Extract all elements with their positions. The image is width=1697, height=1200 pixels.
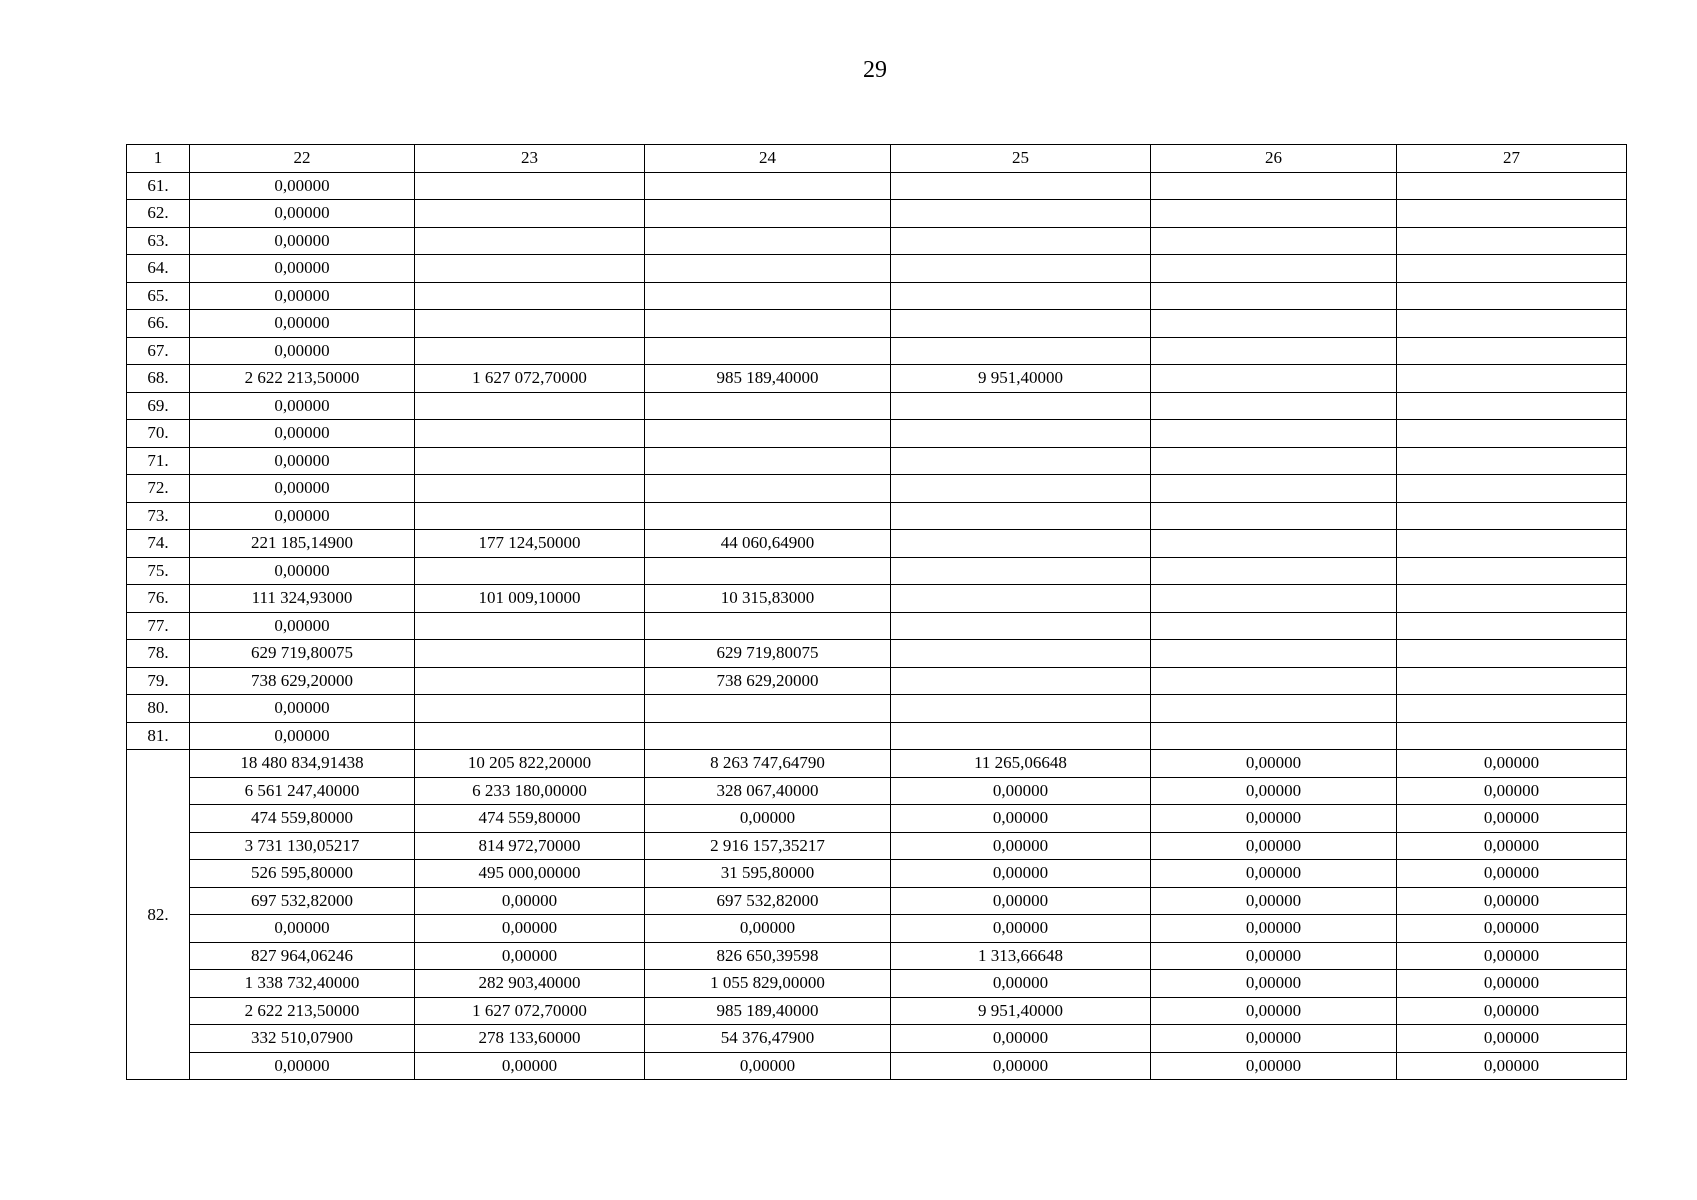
row-number-cell: 64. bbox=[127, 255, 190, 283]
table-cell bbox=[1397, 172, 1627, 200]
table-cell bbox=[1397, 640, 1627, 668]
table-cell: 738 629,20000 bbox=[190, 667, 415, 695]
table-cell bbox=[415, 612, 645, 640]
table-cell: 526 595,80000 bbox=[190, 860, 415, 888]
table-cell: 0,00000 bbox=[645, 1052, 891, 1080]
table-row bbox=[127, 695, 1627, 723]
table-cell: 0,00000 bbox=[190, 695, 415, 723]
table-cell bbox=[645, 447, 891, 475]
table-row bbox=[127, 777, 1627, 805]
table-cell bbox=[415, 310, 645, 338]
table-cell bbox=[891, 310, 1151, 338]
table-cell: 0,00000 bbox=[645, 805, 891, 833]
table-cell: 282 903,40000 bbox=[415, 970, 645, 998]
table-cell: 0,00000 bbox=[1397, 860, 1627, 888]
table-cell: 0,00000 bbox=[1151, 860, 1397, 888]
table-cell bbox=[891, 200, 1151, 228]
table-cell bbox=[891, 447, 1151, 475]
table-cell bbox=[891, 502, 1151, 530]
table-row bbox=[127, 970, 1627, 998]
row-number-cell: 68. bbox=[127, 365, 190, 393]
table-cell: 10 205 822,20000 bbox=[415, 750, 645, 778]
row-number-cell: 77. bbox=[127, 612, 190, 640]
table-row bbox=[127, 420, 1627, 448]
data-table bbox=[126, 144, 1627, 1080]
table-cell bbox=[1151, 200, 1397, 228]
table-cell: 474 559,80000 bbox=[190, 805, 415, 833]
table-row bbox=[127, 365, 1627, 393]
table-cell: 9 951,40000 bbox=[891, 365, 1151, 393]
table-row bbox=[127, 585, 1627, 613]
table-cell: 1 313,66648 bbox=[891, 942, 1151, 970]
table-cell: 0,00000 bbox=[190, 447, 415, 475]
table-row bbox=[127, 172, 1627, 200]
row-number-cell: 61. bbox=[127, 172, 190, 200]
table-cell bbox=[1397, 612, 1627, 640]
table-cell: 9 951,40000 bbox=[891, 997, 1151, 1025]
table-row bbox=[127, 337, 1627, 365]
table-row bbox=[127, 860, 1627, 888]
table-row bbox=[127, 640, 1627, 668]
table-cell bbox=[645, 282, 891, 310]
table-cell bbox=[891, 255, 1151, 283]
table-cell: 0,00000 bbox=[1397, 942, 1627, 970]
column-header: 27 bbox=[1397, 145, 1627, 173]
table-row bbox=[127, 915, 1627, 943]
row-number-cell: 80. bbox=[127, 695, 190, 723]
table-row bbox=[127, 667, 1627, 695]
table-cell: 629 719,80075 bbox=[190, 640, 415, 668]
table-cell: 328 067,40000 bbox=[645, 777, 891, 805]
table-cell: 0,00000 bbox=[1397, 750, 1627, 778]
table-cell bbox=[891, 585, 1151, 613]
table-cell bbox=[1397, 420, 1627, 448]
table-cell: 0,00000 bbox=[1151, 942, 1397, 970]
table-cell bbox=[1397, 585, 1627, 613]
table-cell bbox=[891, 172, 1151, 200]
table-cell bbox=[415, 255, 645, 283]
table-row bbox=[127, 502, 1627, 530]
table-cell bbox=[1151, 557, 1397, 585]
table-cell bbox=[415, 200, 645, 228]
table-cell: 814 972,70000 bbox=[415, 832, 645, 860]
table-cell bbox=[1397, 530, 1627, 558]
table-cell: 0,00000 bbox=[891, 887, 1151, 915]
table-cell bbox=[1397, 365, 1627, 393]
table-cell bbox=[415, 667, 645, 695]
table-cell bbox=[1151, 502, 1397, 530]
table-cell: 0,00000 bbox=[1151, 1025, 1397, 1053]
table-cell bbox=[1151, 585, 1397, 613]
table-row bbox=[127, 942, 1627, 970]
table-cell: 0,00000 bbox=[1151, 832, 1397, 860]
table-cell: 0,00000 bbox=[1397, 997, 1627, 1025]
table-cell: 0,00000 bbox=[891, 832, 1151, 860]
table-row bbox=[127, 997, 1627, 1025]
table-cell bbox=[1151, 475, 1397, 503]
row-number-cell: 76. bbox=[127, 585, 190, 613]
table-cell: 2 622 213,50000 bbox=[190, 365, 415, 393]
table-cell bbox=[891, 557, 1151, 585]
column-header: 24 bbox=[645, 145, 891, 173]
row-number-cell: 79. bbox=[127, 667, 190, 695]
table-cell bbox=[645, 612, 891, 640]
table-row bbox=[127, 832, 1627, 860]
table-cell bbox=[1397, 227, 1627, 255]
table-cell: 0,00000 bbox=[190, 337, 415, 365]
table-row bbox=[127, 255, 1627, 283]
row-number-cell: 63. bbox=[127, 227, 190, 255]
table-cell: 0,00000 bbox=[1151, 777, 1397, 805]
table-cell: 0,00000 bbox=[1151, 997, 1397, 1025]
table-row bbox=[127, 887, 1627, 915]
row-number-cell: 81. bbox=[127, 722, 190, 750]
column-header: 23 bbox=[415, 145, 645, 173]
table-cell: 0,00000 bbox=[190, 227, 415, 255]
table-cell bbox=[891, 640, 1151, 668]
table-cell: 0,00000 bbox=[190, 557, 415, 585]
table-cell bbox=[415, 172, 645, 200]
table-cell bbox=[891, 612, 1151, 640]
table-cell bbox=[891, 392, 1151, 420]
row-number-cell: 82. bbox=[127, 750, 190, 1080]
table-cell bbox=[891, 722, 1151, 750]
table-row bbox=[127, 200, 1627, 228]
table-cell bbox=[645, 200, 891, 228]
table-cell bbox=[891, 337, 1151, 365]
table-cell: 0,00000 bbox=[1151, 915, 1397, 943]
table-cell: 0,00000 bbox=[190, 475, 415, 503]
table-cell: 0,00000 bbox=[891, 860, 1151, 888]
table-cell: 6 561 247,40000 bbox=[190, 777, 415, 805]
column-header: 1 bbox=[127, 145, 190, 173]
table-cell: 0,00000 bbox=[1151, 750, 1397, 778]
table-cell bbox=[1151, 612, 1397, 640]
table-row bbox=[127, 722, 1627, 750]
table-cell: 8 263 747,64790 bbox=[645, 750, 891, 778]
table-row bbox=[127, 750, 1627, 778]
table-cell bbox=[1397, 310, 1627, 338]
table-cell: 278 133,60000 bbox=[415, 1025, 645, 1053]
table-cell: 985 189,40000 bbox=[645, 997, 891, 1025]
row-number-cell: 72. bbox=[127, 475, 190, 503]
table-cell bbox=[1397, 337, 1627, 365]
table-cell: 0,00000 bbox=[1397, 915, 1627, 943]
table-cell bbox=[1397, 447, 1627, 475]
table-cell bbox=[1397, 475, 1627, 503]
table-cell bbox=[645, 475, 891, 503]
table-cell: 0,00000 bbox=[415, 887, 645, 915]
table-cell bbox=[645, 557, 891, 585]
table-cell: 0,00000 bbox=[1151, 805, 1397, 833]
table-cell: 1 055 829,00000 bbox=[645, 970, 891, 998]
row-number-cell: 75. bbox=[127, 557, 190, 585]
table-cell bbox=[645, 310, 891, 338]
table-cell: 54 376,47900 bbox=[645, 1025, 891, 1053]
table-cell bbox=[415, 640, 645, 668]
table-cell bbox=[1397, 255, 1627, 283]
table-cell bbox=[645, 502, 891, 530]
table-cell bbox=[1397, 557, 1627, 585]
table-cell: 738 629,20000 bbox=[645, 667, 891, 695]
table-cell: 31 595,80000 bbox=[645, 860, 891, 888]
table-cell bbox=[1397, 502, 1627, 530]
table-row bbox=[127, 805, 1627, 833]
table-cell bbox=[1151, 392, 1397, 420]
table-cell bbox=[645, 695, 891, 723]
table-cell bbox=[1151, 447, 1397, 475]
table-cell bbox=[415, 447, 645, 475]
table-cell: 11 265,06648 bbox=[891, 750, 1151, 778]
row-number-cell: 65. bbox=[127, 282, 190, 310]
table-cell: 0,00000 bbox=[1397, 1025, 1627, 1053]
row-number-cell: 73. bbox=[127, 502, 190, 530]
table-cell: 827 964,06246 bbox=[190, 942, 415, 970]
table-cell bbox=[645, 172, 891, 200]
table-cell bbox=[1151, 172, 1397, 200]
table-cell: 101 009,10000 bbox=[415, 585, 645, 613]
row-number-cell: 69. bbox=[127, 392, 190, 420]
table-cell: 0,00000 bbox=[190, 282, 415, 310]
table-cell: 0,00000 bbox=[190, 172, 415, 200]
table-cell bbox=[415, 227, 645, 255]
table-row bbox=[127, 530, 1627, 558]
table-cell bbox=[1151, 667, 1397, 695]
row-number-cell: 66. bbox=[127, 310, 190, 338]
table-cell bbox=[415, 695, 645, 723]
table-cell bbox=[1151, 530, 1397, 558]
table-cell: 0,00000 bbox=[1397, 970, 1627, 998]
table-cell bbox=[415, 392, 645, 420]
table-cell bbox=[891, 667, 1151, 695]
table-cell: 332 510,07900 bbox=[190, 1025, 415, 1053]
table-cell: 0,00000 bbox=[190, 420, 415, 448]
row-number-cell: 70. bbox=[127, 420, 190, 448]
table-cell bbox=[645, 722, 891, 750]
header-row bbox=[127, 145, 1627, 173]
table-cell bbox=[891, 475, 1151, 503]
table-cell bbox=[891, 695, 1151, 723]
table-cell bbox=[645, 255, 891, 283]
table-cell bbox=[415, 557, 645, 585]
table-cell bbox=[415, 337, 645, 365]
table-cell bbox=[645, 337, 891, 365]
table-cell bbox=[1151, 227, 1397, 255]
table-row bbox=[127, 557, 1627, 585]
table-cell: 10 315,83000 bbox=[645, 585, 891, 613]
table-row bbox=[127, 227, 1627, 255]
table-cell bbox=[415, 722, 645, 750]
table-cell: 111 324,93000 bbox=[190, 585, 415, 613]
table-cell: 0,00000 bbox=[891, 777, 1151, 805]
table-cell: 6 233 180,00000 bbox=[415, 777, 645, 805]
table-cell: 0,00000 bbox=[190, 915, 415, 943]
table-cell bbox=[1151, 310, 1397, 338]
table-cell: 0,00000 bbox=[891, 1025, 1151, 1053]
table-cell: 0,00000 bbox=[415, 1052, 645, 1080]
table-cell: 0,00000 bbox=[891, 805, 1151, 833]
table-cell: 0,00000 bbox=[891, 970, 1151, 998]
table-cell: 1 338 732,40000 bbox=[190, 970, 415, 998]
table-cell: 0,00000 bbox=[1397, 777, 1627, 805]
table-row bbox=[127, 612, 1627, 640]
table-cell: 221 185,14900 bbox=[190, 530, 415, 558]
table-cell bbox=[891, 530, 1151, 558]
table-cell bbox=[1151, 722, 1397, 750]
table-cell: 0,00000 bbox=[1397, 805, 1627, 833]
table-cell: 0,00000 bbox=[190, 722, 415, 750]
table-cell: 495 000,00000 bbox=[415, 860, 645, 888]
table-row bbox=[127, 475, 1627, 503]
table-cell: 0,00000 bbox=[1397, 832, 1627, 860]
table-cell bbox=[645, 420, 891, 448]
table-cell: 0,00000 bbox=[190, 612, 415, 640]
table-cell: 177 124,50000 bbox=[415, 530, 645, 558]
table-cell: 0,00000 bbox=[1397, 887, 1627, 915]
table-row bbox=[127, 447, 1627, 475]
table-cell bbox=[1151, 337, 1397, 365]
column-header: 26 bbox=[1151, 145, 1397, 173]
table-row bbox=[127, 392, 1627, 420]
table-cell: 985 189,40000 bbox=[645, 365, 891, 393]
row-number-cell: 74. bbox=[127, 530, 190, 558]
table-cell: 474 559,80000 bbox=[415, 805, 645, 833]
table-cell: 0,00000 bbox=[190, 502, 415, 530]
table-cell: 3 731 130,05217 bbox=[190, 832, 415, 860]
table-cell: 18 480 834,91438 bbox=[190, 750, 415, 778]
table-row bbox=[127, 282, 1627, 310]
table-cell bbox=[891, 227, 1151, 255]
row-number-cell: 71. bbox=[127, 447, 190, 475]
table-cell bbox=[1397, 200, 1627, 228]
row-number-cell: 78. bbox=[127, 640, 190, 668]
table-cell bbox=[891, 420, 1151, 448]
table-row bbox=[127, 1025, 1627, 1053]
row-number-cell: 67. bbox=[127, 337, 190, 365]
page-number: 29 bbox=[863, 57, 887, 83]
table-cell: 0,00000 bbox=[1151, 1052, 1397, 1080]
table-cell bbox=[1397, 722, 1627, 750]
table-cell: 0,00000 bbox=[190, 310, 415, 338]
table-cell bbox=[1151, 365, 1397, 393]
table-cell: 0,00000 bbox=[190, 200, 415, 228]
table-cell: 0,00000 bbox=[891, 915, 1151, 943]
table-cell: 2 622 213,50000 bbox=[190, 997, 415, 1025]
table-cell: 1 627 072,70000 bbox=[415, 365, 645, 393]
table-cell: 1 627 072,70000 bbox=[415, 997, 645, 1025]
table-cell bbox=[645, 392, 891, 420]
table-cell: 0,00000 bbox=[1151, 970, 1397, 998]
table-cell: 0,00000 bbox=[415, 915, 645, 943]
table-cell: 2 916 157,35217 bbox=[645, 832, 891, 860]
table-cell bbox=[891, 282, 1151, 310]
table-cell: 697 532,82000 bbox=[645, 887, 891, 915]
table-cell: 629 719,80075 bbox=[645, 640, 891, 668]
table-cell: 0,00000 bbox=[415, 942, 645, 970]
row-number-cell: 62. bbox=[127, 200, 190, 228]
table-cell bbox=[1397, 282, 1627, 310]
table-cell: 0,00000 bbox=[1151, 887, 1397, 915]
table-cell: 0,00000 bbox=[190, 255, 415, 283]
table-cell bbox=[1151, 255, 1397, 283]
table-cell bbox=[1151, 282, 1397, 310]
column-header: 25 bbox=[891, 145, 1151, 173]
table-cell bbox=[645, 227, 891, 255]
table-row bbox=[127, 310, 1627, 338]
table-cell bbox=[1151, 640, 1397, 668]
table-cell: 0,00000 bbox=[645, 915, 891, 943]
table-cell: 697 532,82000 bbox=[190, 887, 415, 915]
table-cell bbox=[1397, 667, 1627, 695]
table-cell bbox=[415, 502, 645, 530]
table-cell: 0,00000 bbox=[1397, 1052, 1627, 1080]
table-cell bbox=[1151, 695, 1397, 723]
table-cell: 826 650,39598 bbox=[645, 942, 891, 970]
table-cell bbox=[415, 282, 645, 310]
table-cell: 0,00000 bbox=[891, 1052, 1151, 1080]
table-cell: 0,00000 bbox=[190, 392, 415, 420]
table-cell: 0,00000 bbox=[190, 1052, 415, 1080]
table-cell bbox=[1397, 695, 1627, 723]
column-header: 22 bbox=[190, 145, 415, 173]
table-cell bbox=[415, 475, 645, 503]
table-row bbox=[127, 1052, 1627, 1080]
table-cell bbox=[415, 420, 645, 448]
table-cell bbox=[1397, 392, 1627, 420]
table-cell bbox=[1151, 420, 1397, 448]
table-cell: 44 060,64900 bbox=[645, 530, 891, 558]
